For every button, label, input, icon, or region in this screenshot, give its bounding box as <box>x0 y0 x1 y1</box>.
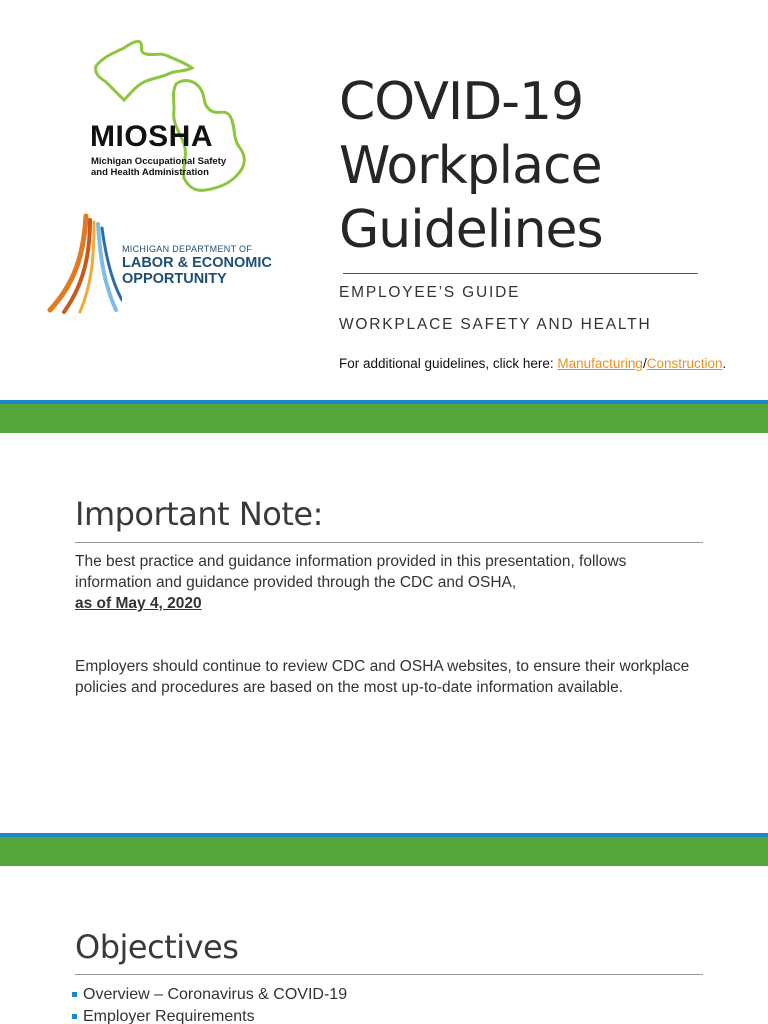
leo-logo <box>46 212 296 317</box>
title-line1: COVID-19 <box>339 72 584 132</box>
link-separator: / <box>642 356 647 371</box>
additional-guidelines-prefix: For additional guidelines, click here: <box>339 356 558 371</box>
miosha-subtitle-line2: and Health Administration <box>91 167 209 178</box>
important-note-slide <box>0 433 768 833</box>
miosha-logo <box>84 38 254 198</box>
subtitle-employees-guide: EMPLOYEE’S GUIDE <box>339 284 521 301</box>
slide-divider <box>0 400 768 433</box>
title-slide <box>0 0 768 400</box>
title-line2: Workplace <box>339 136 602 196</box>
objectives-rule <box>75 974 703 975</box>
list-item: Overview – Coronavirus & COVID-19 <box>72 984 347 1006</box>
subtitle-workplace-safety: WORKPLACE SAFETY AND HEALTH <box>339 316 652 333</box>
list-item: Employer Requirements <box>72 1006 347 1024</box>
important-note-rule <box>75 542 703 543</box>
objectives-list <box>72 984 347 1024</box>
additional-guidelines-suffix: . <box>722 356 727 371</box>
construction-link[interactable]: Construction <box>646 356 723 371</box>
additional-guidelines <box>339 356 726 371</box>
title-line3: Guidelines <box>339 200 603 260</box>
important-note-date: as of May 4, 2020 <box>75 595 202 612</box>
title-divider <box>343 273 698 274</box>
important-note-title: Important Note: <box>75 495 323 533</box>
leo-line3: OPPORTUNITY <box>122 271 227 287</box>
leo-line1: MICHIGAN DEPARTMENT OF <box>122 244 253 254</box>
leo-swoosh-icon <box>46 212 122 317</box>
important-note-paragraph1: The best practice and guidance information provided in this presentation, follows information and guidance provided through the CDC and OSHA, <box>75 553 627 591</box>
important-note-paragraph2: Employers should continue to review CDC and OSHA websites, to ensure their workplace policies and procedures are based on the most up-to-date information available. <box>75 658 690 696</box>
miosha-subtitle-line1: Michigan Occupational Safety <box>91 156 227 167</box>
miosha-wordmark: MIOSHA <box>90 120 213 153</box>
miosha-subtitle <box>91 156 241 178</box>
leo-line2: LABOR & ECONOMIC <box>122 255 272 271</box>
objectives-slide <box>0 866 768 1024</box>
page-title <box>339 70 759 262</box>
manufacturing-link[interactable]: Manufacturing <box>557 356 643 371</box>
slide-divider <box>0 833 768 866</box>
objectives-title: Objectives <box>75 928 239 966</box>
